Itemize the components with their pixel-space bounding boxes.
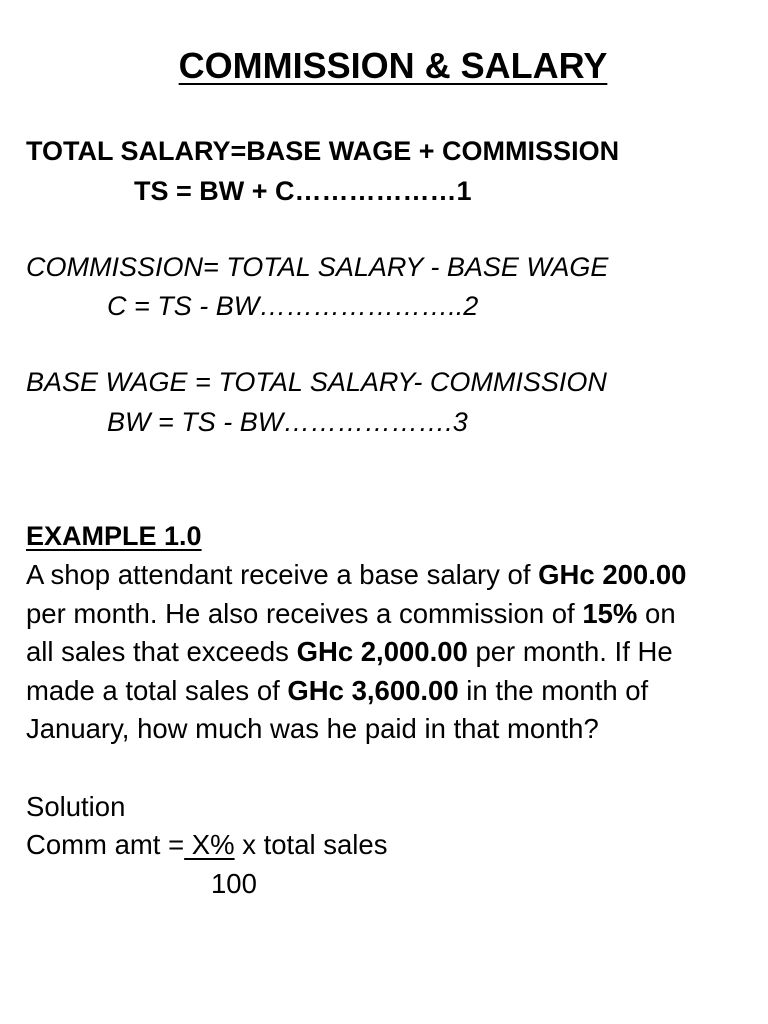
example-line-2: [26, 595, 676, 634]
formula-3-statement: BASE WAGE = TOTAL SALARY- COMMISSION: [26, 367, 607, 397]
example-line-1-run-2: GHc 200.00: [538, 559, 687, 590]
example-line-1: [26, 556, 686, 595]
example-line-3-run-2: GHc 2,000.00: [296, 636, 468, 667]
example-heading: EXAMPLE 1.0: [26, 521, 202, 551]
example-line-4: [26, 672, 648, 711]
example-line-2-run-3: on: [637, 598, 676, 629]
solution-heading: Solution: [26, 791, 126, 822]
formula-1-statement: TOTAL SALARY=BASE WAGE + COMMISSION: [26, 136, 620, 166]
formula-2-equation: C = TS - BW…………………..2: [107, 291, 479, 321]
page-title: [0, 44, 768, 88]
example-line-2-run-2: 15%: [582, 598, 638, 629]
example-line-4-run-2: GHc 3,600.00: [287, 675, 459, 706]
page-title-text: COMMISSION & SALARY: [178, 45, 608, 86]
formula-suffix: x total sales: [234, 829, 388, 860]
example-line-2-run-1: per month. He also receives a commission of: [26, 598, 583, 629]
example-line-4-run-1: made a total sales of: [26, 675, 288, 706]
formula-numerator: X%: [184, 829, 235, 860]
formula-3-equation: BW = TS - BW……………….3: [107, 407, 468, 437]
formula-prefix: Comm amt =: [26, 829, 185, 860]
formula-1-equation: TS = BW + C………………1: [134, 176, 472, 206]
formula-denominator: 100: [211, 868, 257, 899]
example-line-3-run-3: per month. If He: [467, 636, 673, 667]
solution-formula: [26, 826, 387, 865]
example-line-3: [26, 633, 673, 672]
example-line-5: [26, 710, 599, 749]
example-line-1-run-1: A shop attendant receive a base salary of: [26, 559, 539, 590]
formula-2-statement: COMMISSION= TOTAL SALARY - BASE WAGE: [26, 252, 609, 282]
example-line-4-run-3: in the month of: [458, 675, 649, 706]
example-line-3-run-1: all sales that exceeds: [26, 636, 297, 667]
example-line-5-run-1: January, how much was he paid in that month?: [26, 713, 599, 744]
